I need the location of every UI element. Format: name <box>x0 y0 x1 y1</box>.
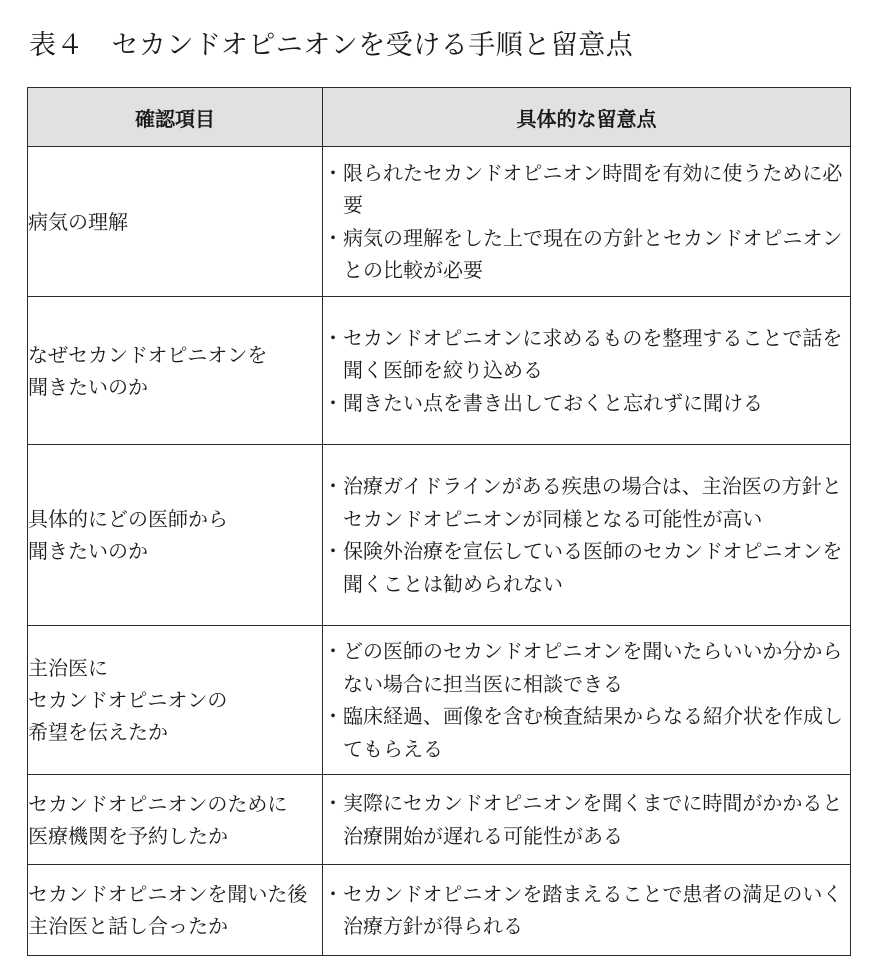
note-item <box>323 700 850 765</box>
table-row <box>28 865 851 956</box>
bullet-mark: ・ <box>323 704 343 728</box>
check-item-text: セカンドオピニオンのために <box>28 791 288 816</box>
notes-cell <box>323 147 851 297</box>
column-header-notes: 具体的な留意点 <box>323 88 851 147</box>
bullet-mark: ・ <box>323 639 343 663</box>
note-item <box>323 470 850 535</box>
check-item-text: 聞きたいのか <box>28 539 148 563</box>
check-item-cell <box>28 445 323 626</box>
check-item-text: 希望を伝えたか <box>28 720 168 744</box>
table-row <box>28 626 851 775</box>
note-text: 臨床経過、画像を含む検査結果からなる紹介状を作成してもらえる <box>343 704 843 761</box>
note-text: セカンドオピニオンを踏まえることで患者の満足のいく治療方針が得られる <box>343 881 843 938</box>
note-text: セカンドオピニオンに求めるものを整理することで話を聞く医師を絞り込める <box>343 325 843 383</box>
note-item <box>323 157 850 222</box>
table-row <box>28 297 851 445</box>
note-item <box>323 322 850 387</box>
note-text: 実際にセカンドオピニオンを聞くまでに時間がかかると治療開始が遅れる可能性がある <box>343 791 843 848</box>
check-item-text: なぜセカンドオピニオンを <box>28 342 268 367</box>
check-item-cell <box>28 297 323 445</box>
check-item-text: 主治医と話し合ったか <box>28 914 228 938</box>
note-item <box>323 222 850 287</box>
table-row <box>28 775 851 865</box>
column-header-check-item: 確認項目 <box>28 88 323 147</box>
check-item-text: 具体的にどの医師から <box>28 507 228 531</box>
notes-cell <box>323 445 851 626</box>
table-row <box>28 147 851 297</box>
note-item <box>323 787 850 852</box>
check-item-cell <box>28 775 323 865</box>
note-item <box>323 635 850 700</box>
bullet-mark: ・ <box>323 791 343 815</box>
note-text: 聞きたい点を書き出しておくと忘れずに聞ける <box>343 390 763 415</box>
bullet-mark: ・ <box>323 539 343 563</box>
table-header-row <box>28 88 851 147</box>
table-row <box>28 445 851 626</box>
check-item-text: 聞きたいのか <box>28 374 148 399</box>
table-title: 表４ セカンドオピニオンを受ける手順と留意点 <box>29 30 634 61</box>
bullet-mark: ・ <box>323 474 343 498</box>
bullet-mark: ・ <box>323 881 343 906</box>
notes-cell <box>323 626 851 775</box>
bullet-mark: ・ <box>323 160 343 185</box>
note-text: どの医師のセカンドオピニオンを聞いたらいいか分からない場合に担当医に相談できる <box>343 639 843 696</box>
note-item <box>323 878 850 943</box>
notes-cell <box>323 297 851 445</box>
bullet-mark: ・ <box>323 390 343 415</box>
guidelines-table <box>27 87 851 956</box>
notes-cell <box>323 775 851 865</box>
check-item-cell <box>28 865 323 956</box>
bullet-mark: ・ <box>323 325 343 350</box>
note-text: 治療ガイドラインがある疾患の場合は、主治医の方針とセカンドオピニオンが同様となる可能性が高い <box>343 474 842 531</box>
notes-cell <box>323 865 851 956</box>
note-text: 保険外治療を宣伝している医師のセカンドオピニオンを聞くことは勧められない <box>343 539 843 596</box>
check-item-text: セカンドオピニオンの <box>28 688 228 712</box>
check-item-text: セカンドオピニオンを聞いた後 <box>28 882 308 906</box>
note-text: 限られたセカンドオピニオン時間を有効に使うために必要 <box>343 160 843 217</box>
check-item-text: 病気の理解 <box>28 209 128 234</box>
note-item <box>323 535 850 600</box>
check-item-text: 医療機関を予約したか <box>28 823 228 848</box>
bullet-mark: ・ <box>323 225 343 250</box>
note-text: 病気の理解をした上で現在の方針とセカンドオピニオンとの比較が必要 <box>343 225 843 282</box>
check-item-text: 主治医に <box>28 656 108 680</box>
check-item-cell <box>28 626 323 775</box>
note-item <box>323 387 850 420</box>
check-item-cell <box>28 147 323 297</box>
